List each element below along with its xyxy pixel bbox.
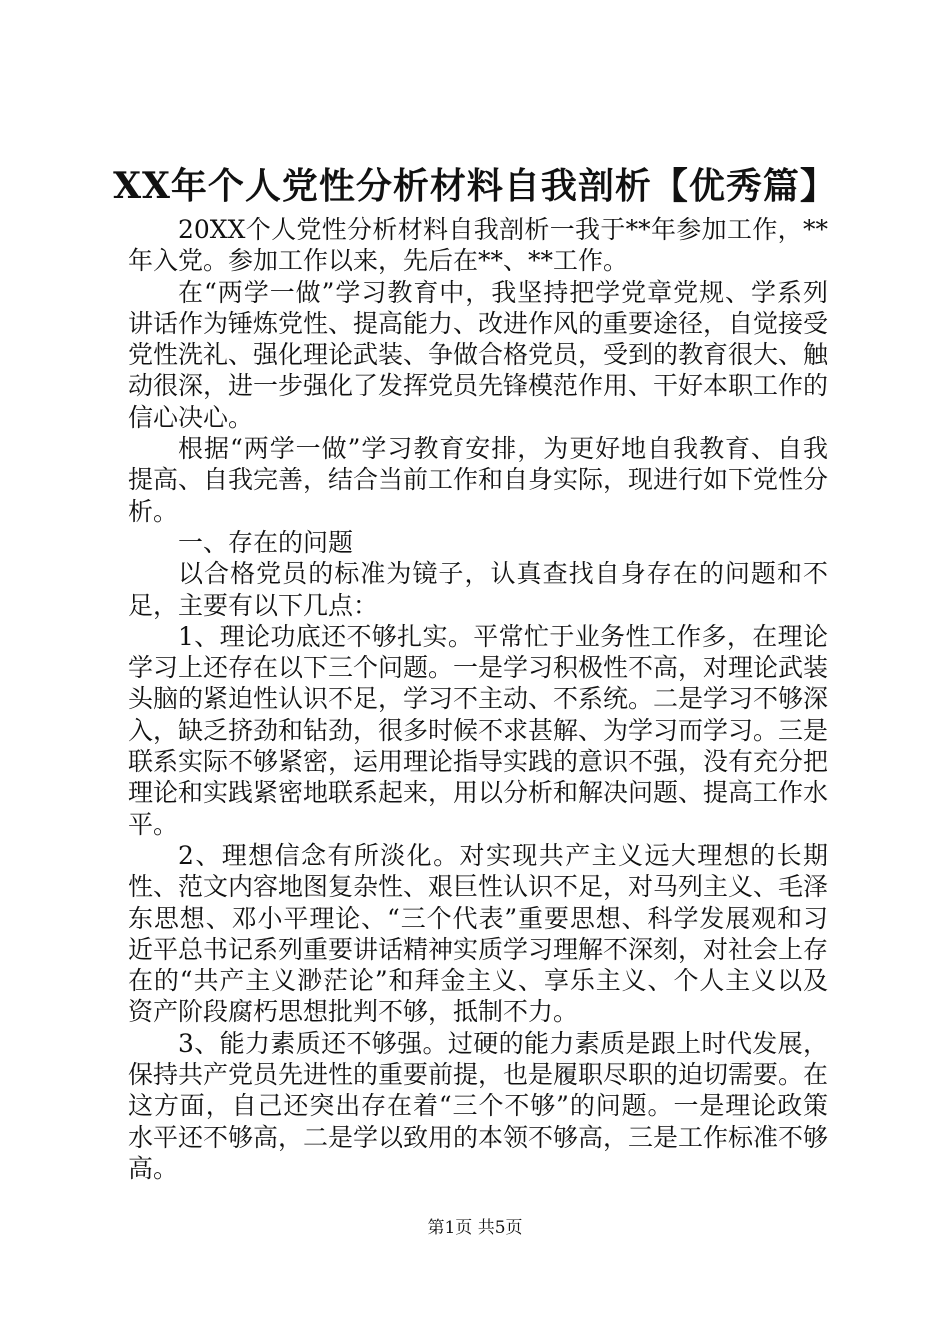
- paragraph-analysis-purpose: 根据“两学一做”学习教育安排，为更好地自我教育、自我提高、自我完善，结合当前工作和自身实际，现进行如下党性分析。: [128, 434, 829, 526]
- paragraph-problem-2: 2、理想信念有所淡化。对实现共产主义远大理想的长期性、范文内容地图复杂性、艰巨性认识不足，对马列主义、毛泽东思想、邓小平理论、“三个代表”重要思想、科学发展观和习近平总书记系列重要讲话精神实质学习理解不深刻，对社会上存在的“共产主义渺茫论”和拜金主义、享乐主义、个人主义以及资产阶段腐朽思想批判不够，抵制不力。: [128, 840, 829, 1027]
- paragraph-problem-1: 1、理论功底还不够扎实。平常忙于业务性工作多，在理论学习上还存在以下三个问题。一是学习积极性不高，对理论武装头脑的紧迫性认识不足，学习不主动、不系统。二是学习不够深入，缺乏挤劲和钻劲，很多时候不求甚解、为学习而学习。三是联系实际不够紧密，运用理论指导实践的意识不强，没有充分把理论和实践紧密地联系起来，用以分析和解决问题、提高工作水平。: [128, 621, 829, 839]
- paragraph-study-education: 在“两学一做”学习教育中，我坚持把学党章党规、学系列讲话作为锤炼党性、提高能力、改进作风的重要途径，自觉接受党性洗礼、强化理论武装、争做合格党员，受到的教育很大、触动很深，进一步强化了发挥党员先锋模范作用、干好本职工作的信心决心。: [128, 277, 829, 432]
- page-footer: 第1页 共5页: [427, 1218, 523, 1238]
- paragraph-problem-3: 3、能力素质还不够强。过硬的能力素质是跟上时代发展，保持共产党员先进性的重要前提，也是履职尽职的迫切需要。在这方面，自己还突出存在着“三个不够”的问题。一是理论政策水平还不够高，二是学以致用的本领不够高，三是工作标准不够高。: [128, 1028, 829, 1183]
- paragraph-intro: 20XX个人党性分析材料自我剖析一我于**年参加工作，**年入党。参加工作以来，先后在**、**工作。: [128, 215, 828, 276]
- document-title: XX年个人党性分析材料自我剖析【优秀篇】: [113, 165, 837, 207]
- paragraph-problems-intro: 以合格党员的标准为镜子，认真查找自身存在的问题和不足，主要有以下几点：: [128, 559, 828, 620]
- document-body: [128, 214, 828, 1184]
- section-heading-problems: 一、存在的问题: [178, 527, 354, 557]
